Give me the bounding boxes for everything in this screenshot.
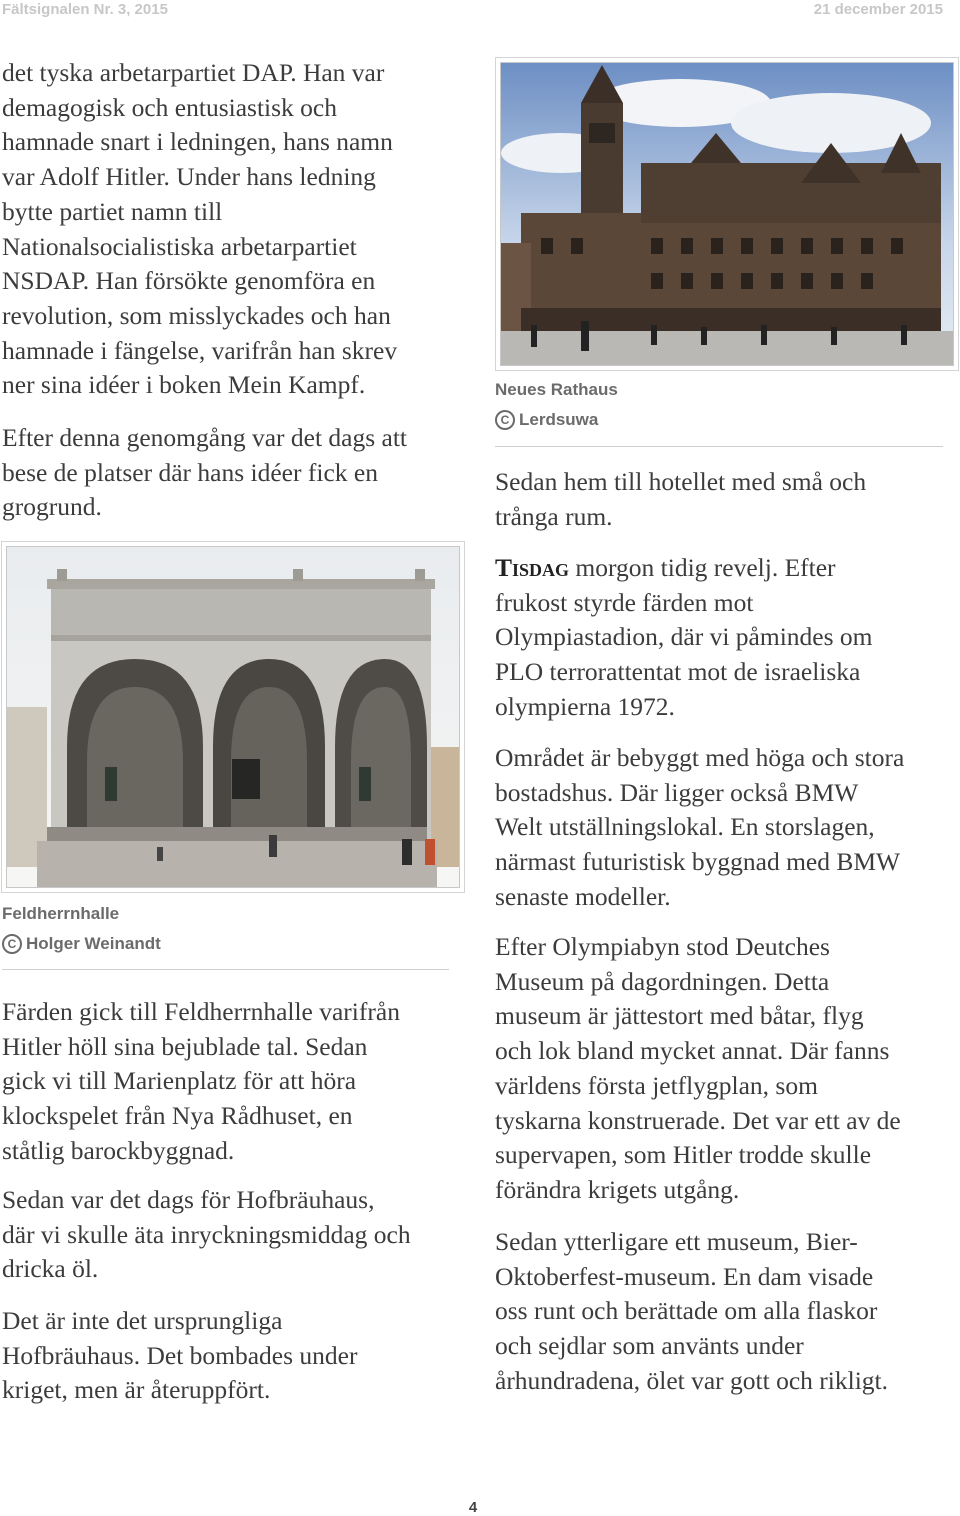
photographer-name: Lerdsuwa (519, 410, 599, 429)
left-paragraph-2: Efter denna genomgång var det dags att bese de platser där hans idéer fick en grogrund. (2, 423, 408, 522)
left-paragraph-3: Färden gick till Feldherrnhalle varifrån Hitler höll sina bejublade tal. Sedan gick vi till Marienplatz för att höra klockspelet från Nya Rådhuset, en ståtlig barockbyggnad. (2, 997, 400, 1165)
publication-date: 21 december 2015 (813, 1, 943, 18)
right-paragraph-2: Tisdag morgon tidig revelj. Efter frukost styrde färden mot Olympiastadion, där vi påmindes om PLO terrorattentat mot de israeliska olympierna 1972. (495, 553, 873, 721)
neues-rathaus-illustration (501, 63, 953, 365)
photographer-name: Holger Weinandt (26, 934, 161, 953)
right-paragraph-1: Sedan hem till hotellet med små och trånga rum. (495, 467, 867, 531)
left-paragraph-4: Sedan var det dags för Hofbräuhaus, där vi skulle äta inryckningsmiddag och dricka öl. (2, 1185, 411, 1284)
feldherrnhalle-credit (2, 934, 161, 954)
feldherrnhalle-photo (6, 546, 460, 888)
page-number: 4 (468, 1499, 478, 1516)
caption-divider (2, 969, 449, 970)
right-paragraph-5: Sedan ytterligare ett museum, Bier- Oktoberfest-museum. En dam visade oss runt och berättade om alla flaskor och sejdlar som använts under århundradena, ölet var gott och rikligt. (495, 1227, 888, 1395)
neues-rathaus-photo (500, 62, 954, 366)
caption-divider (495, 446, 943, 447)
page-header (0, 0, 960, 22)
copyright-icon: C (495, 410, 515, 430)
left-paragraph-1: det tyska arbetarpartiet DAP. Han var demagogisk och entusiastisk och hamnade snart i ledningen, hans namn var Adolf Hitler. Under hans ledning bytte partiet namn till Nationalsocialistiska arbetarpartiet NSDAP. Han försökte genomföra en revolution, som misslyckades och han hamnade i fängelse, varifrån han skrev ner sina idéer i boken Mein Kampf. (2, 58, 398, 400)
right-paragraph-4: Efter Olympiabyn stod Deutches Museum på dagordningen. Detta museum är jättestort med båtar, flyg och lok bland mycket annat. Där fanns världens första jetflygplan, som tyskarna konstruerade. Det var ett av de supervapen, som Hitler trodde skulle förändra krigets utgång. (495, 932, 901, 1204)
feldherrnhalle-illustration (7, 547, 459, 887)
neues-rathaus-caption: Neues Rathaus (495, 380, 618, 399)
right-paragraph-3: Området är bebyggt med höga och stora bostadshus. Där ligger också BMW Welt utställningslokal. En storslagen, närmast futuristisk byggnad med BMW senaste modeller. (495, 743, 905, 911)
publication-title: Fältsignalen Nr. 3, 2015 (2, 1, 168, 18)
left-paragraph-5: Det är inte det ursprungliga Hofbräuhaus. Det bombades under kriget, men är återuppfört. (2, 1306, 358, 1405)
day-lead: Tisdag (495, 553, 570, 582)
feldherrnhalle-caption: Feldherrnhalle (2, 904, 120, 923)
copyright-icon: C (2, 934, 22, 954)
neues-rathaus-credit (495, 410, 598, 430)
